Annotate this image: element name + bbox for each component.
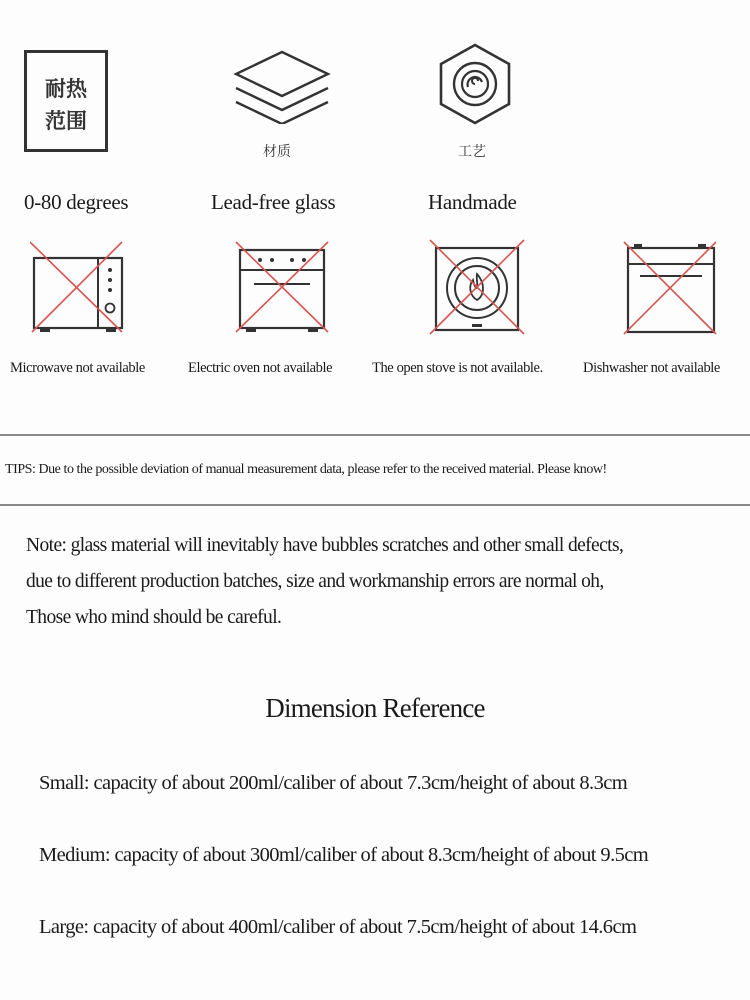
note-line-1: Note: glass material will inevitably have bubbles scratches and other small defects, bbox=[26, 535, 624, 556]
heat-range-icon bbox=[24, 50, 108, 152]
note-line-2: due to different production batches, size and workmanship errors are normal oh, bbox=[26, 571, 604, 592]
stove-warning-label: The open stove is not available. bbox=[372, 360, 543, 376]
oven-warning-label: Electric oven not available bbox=[188, 360, 333, 376]
microwave-warning-label: Microwave not available bbox=[10, 360, 145, 376]
heat-range-label: 0-80 degrees bbox=[24, 190, 129, 214]
material-label: Lead-free glass bbox=[211, 190, 336, 214]
craft-label: Handmade bbox=[428, 190, 517, 214]
dishwasher-warning-label: Dishwasher not available bbox=[583, 360, 720, 376]
heat-range-icon-line2: 范围 bbox=[45, 109, 87, 133]
stove-crossed-icon bbox=[428, 238, 526, 336]
oven-crossed-icon bbox=[234, 240, 330, 336]
note-line-3: Those who mind should be careful. bbox=[26, 607, 282, 628]
note-paragraph bbox=[26, 528, 623, 636]
dimension-medium: Medium: capacity of about 300ml/caliber of about 8.3cm/height of about 9.5cm bbox=[39, 844, 649, 866]
microwave-crossed-icon bbox=[30, 240, 126, 336]
layers-icon bbox=[230, 48, 334, 124]
dishwasher-crossed-icon bbox=[622, 240, 718, 336]
dimension-large: Large: capacity of about 400ml/caliber of about 7.5cm/height of about 14.6cm bbox=[39, 916, 637, 938]
material-caption: 材质 bbox=[263, 144, 291, 160]
tips-text: TIPS: Due to the possible deviation of manual measurement data, please refer to the received material. Please know! bbox=[5, 462, 607, 477]
tips-bottom-divider bbox=[0, 504, 750, 506]
hexagon-swirl-icon bbox=[437, 42, 513, 126]
dimension-small: Small: capacity of about 200ml/caliber of about 7.3cm/height of about 8.3cm bbox=[39, 772, 628, 794]
heat-range-icon-line1: 耐热 bbox=[45, 77, 87, 101]
dimension-title: Dimension Reference bbox=[265, 693, 485, 723]
craft-caption: 工艺 bbox=[458, 144, 486, 160]
tips-top-divider bbox=[0, 434, 750, 436]
